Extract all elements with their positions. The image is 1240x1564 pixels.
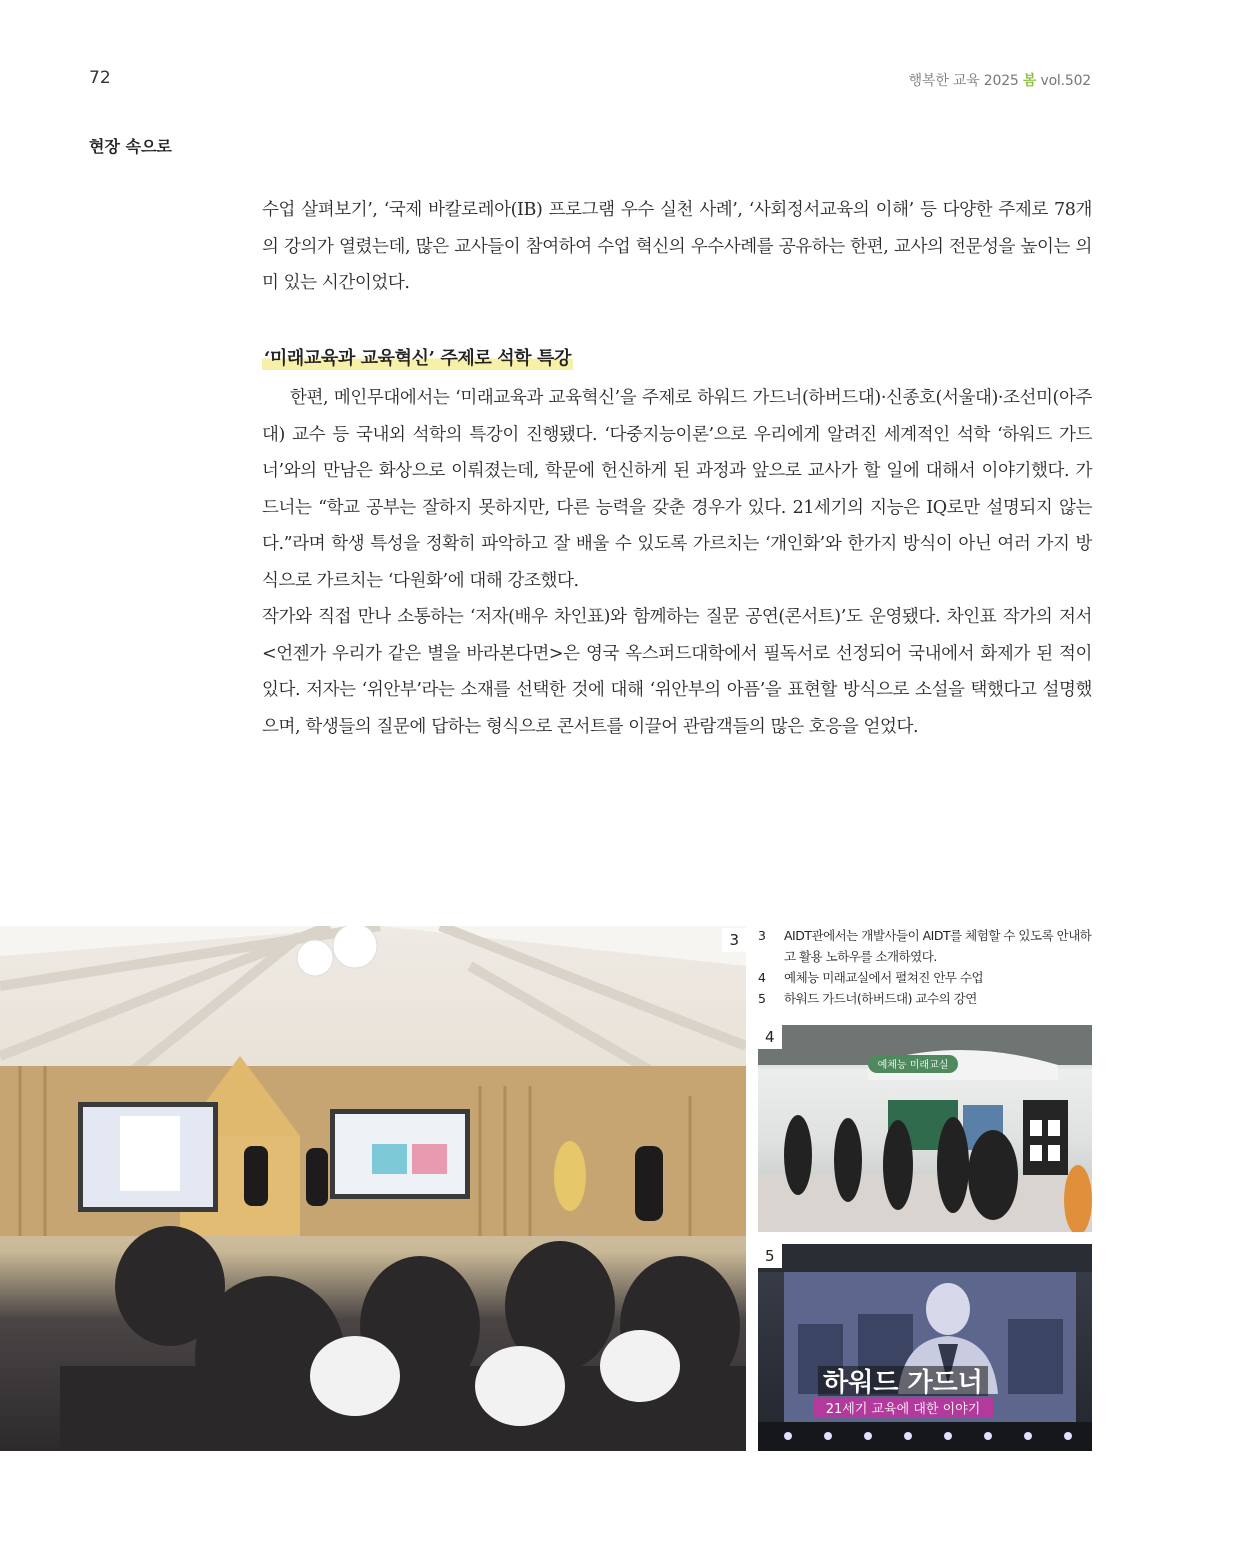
photo-number-5: 5 (758, 1244, 782, 1268)
section-label: 현장 속으로 (89, 137, 172, 156)
caption-item (758, 967, 1092, 988)
photo-gardner-scene (758, 1244, 1092, 1451)
page-number: 72 (89, 68, 111, 88)
volume-label: vol.502 (1040, 73, 1091, 89)
caption-text: 하워드 가드너(하버드대) 교수의 강연 (784, 991, 977, 1006)
article-body (262, 380, 1092, 745)
booth-sign: 예체능 미래교실 (877, 1060, 949, 1071)
caption-text: AIDT관에서는 개발사들이 AIDT를 체험할 수 있도록 안내하고 활용 노하우를 소개하였다. (784, 928, 1092, 964)
article-subheading: ‘미래교육과 교육혁신’ 주제로 석학 특강 (262, 344, 573, 370)
caption-number: 3 (758, 928, 766, 943)
photo-captions (758, 925, 1092, 1009)
paragraph-text: 한편, 메인무대에서는 ‘미래교육과 교육혁신’을 주제로 하워드 가드너(하버드대)·신종호(서울대)·조선미(아주대) 교수 등 국내외 석학의 특강이 진행됐다. ‘다중지능이론’으로 우리에게 알려진 세계적인 석학 ‘하워드 가드너’와의 만남은 화상으로 이뤄졌는데, 학문에 헌신하게 된 과정과 앞으로 교사가 할 일에 대해서 이야기했다. 가드너는 “학교 공부는 잘하지 못하지만, 다른 능력을 갖춘 경우가 있다. 21세기의 지능은 IQ로만 설명되지 않는다.”라며 학생 특성을 정확히 파악하고 잘 배울 수 있도록 가르치는 ‘개인화’와 한가지 방식이 아닌 여러 가지 방식으로 가르치는 ‘다원화’에 대해 강조했다. (262, 388, 1092, 591)
article-paragraph-1 (262, 192, 1092, 302)
photo-dance-scene (758, 1025, 1092, 1232)
photo-aidt-booth (0, 926, 746, 1451)
caption-number: 5 (758, 991, 766, 1006)
photo-aidt-scene (0, 926, 746, 1451)
photo-gardner-lecture (758, 1244, 1092, 1451)
paragraph-text: 수업 살펴보기’, ‘국제 바칼로레아(IB) 프로그램 우수 실천 사례’, ‘사회정서교육의 이해’ 등 다양한 주제로 78개의 강의가 열렸는데, 많은 교사들이 참여하여 수업 혁신의 우수사례를 공유하는 한편, 교사의 전문성을 높이는 의미 있는 시간이었다. (262, 200, 1092, 293)
running-header (909, 70, 1091, 90)
caption-text: 예체능 미래교실에서 펼쳐진 안무 수업 (784, 970, 984, 985)
screen-subtitle: 21세기 교육에 대한 이야기 (825, 1402, 981, 1417)
magazine-title: 행복한 교육 2025 (908, 73, 1019, 89)
caption-item (758, 988, 1092, 1009)
screen-title: 하워드 가드너 (823, 1368, 983, 1398)
caption-item (758, 925, 1092, 967)
season-label: 봄 (1022, 73, 1037, 89)
photo-dance-class (758, 1025, 1092, 1232)
photo-number-4: 4 (758, 1025, 782, 1049)
paragraph-text: 작가와 직접 만나 소통하는 ‘저자(배우 차인표)와 함께하는 질문 공연(콘서트)’도 운영됐다. 차인표 작가의 저서 <언젠가 우리가 같은 별을 바라본다면>은 영국 옥스퍼드대학에서 필독서로 선정되어 국내에서 화제가 된 적이 있다. 저자는 ‘위안부’라는 소재를 선택한 것에 대해 ‘위안부의 아픔’을 표현할 방식으로 소설을 택했다고 설명했으며, 학생들의 질문에 답하는 형식으로 콘서트를 이끌어 관람객들의 많은 호응을 얻었다. (262, 607, 1092, 737)
caption-number: 4 (758, 970, 766, 985)
photo-number-3: 3 (722, 928, 746, 952)
